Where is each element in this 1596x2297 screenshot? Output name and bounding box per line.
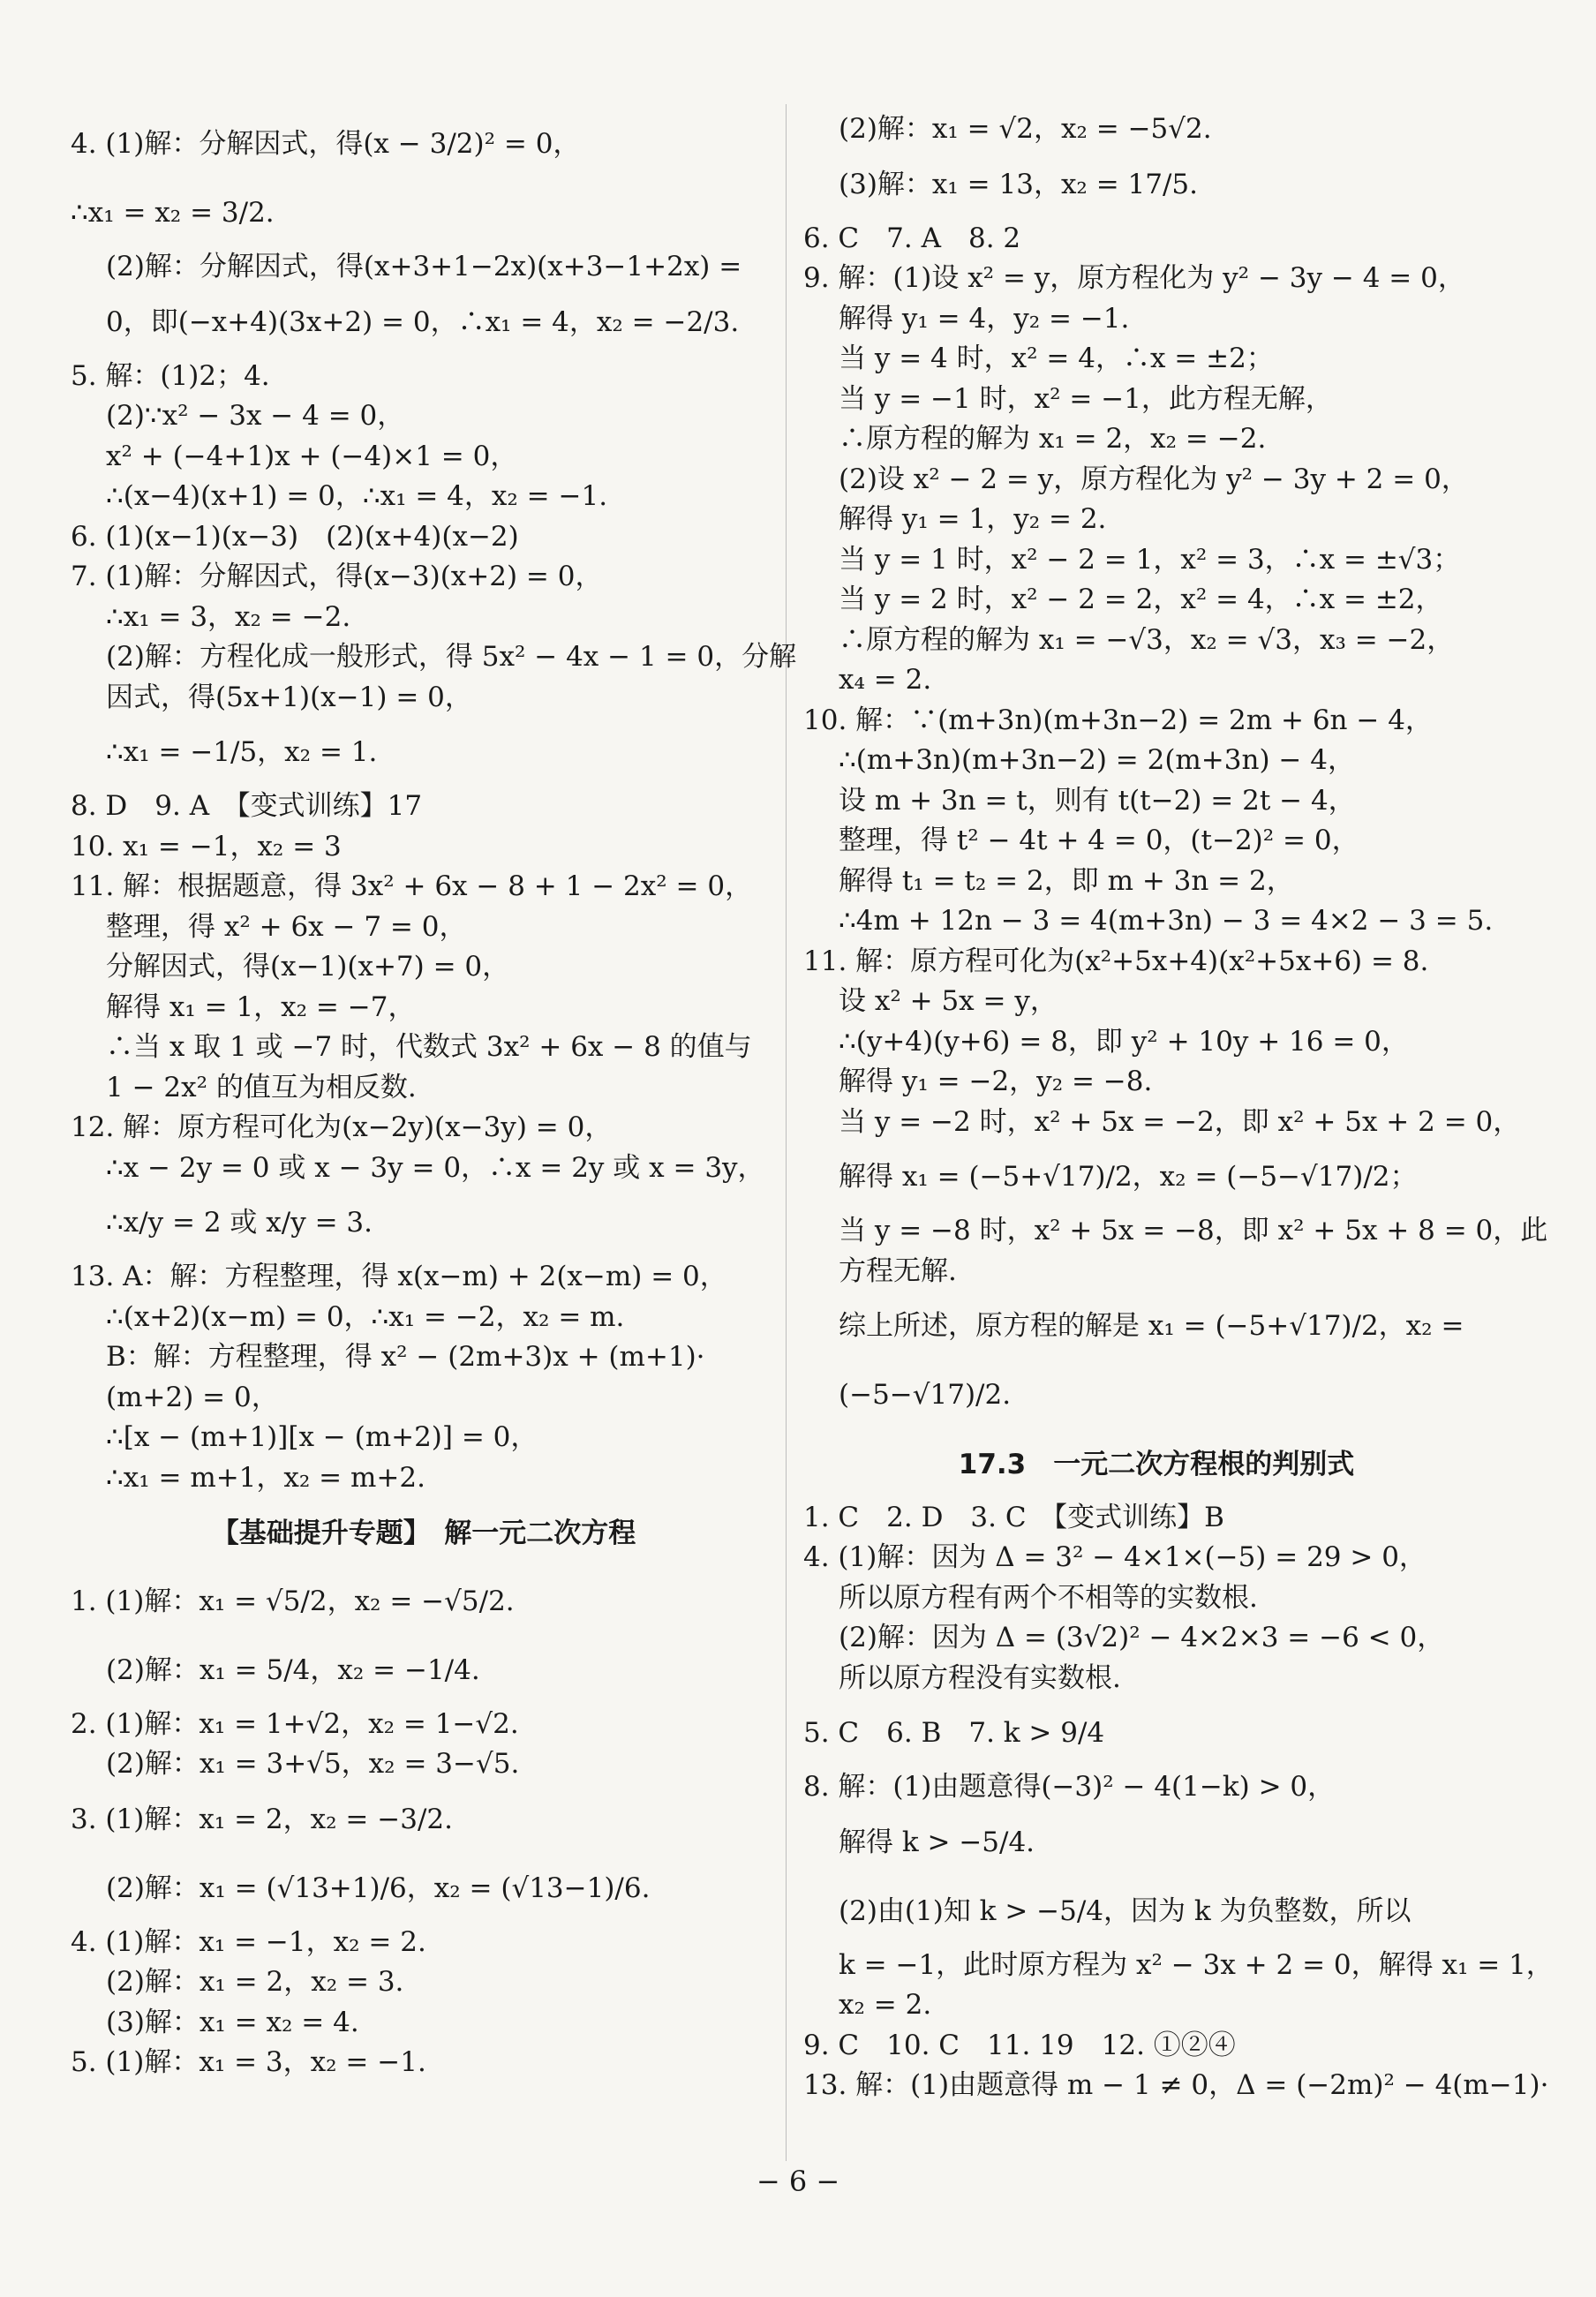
answer-line: 所以原方程没有实数根. [839,1661,1121,1694]
right-column [803,109,1554,2106]
answer-line: ∴x − 2y = 0 或 x − 3y = 0，∴x = 2y 或 x = 3y， [106,1151,765,1184]
answer-line: 10. x₁ = −1，x₂ = 3 [71,830,342,862]
answer-line: (m+2) = 0， [106,1381,279,1413]
answer-line: 6. C 7. A 8. 2 [803,222,1021,254]
answer-line: ∴(m+3n)(m+3n−2) = 2(m+3n) − 4， [839,744,1355,776]
answer-line: 解得 y₁ = 1，y₂ = 2. [839,503,1107,535]
answer-line: ∴(x−4)(x+1) = 0，∴x₁ = 4，x₂ = −1. [106,480,608,512]
answer-line: x₄ = 2. [839,664,932,696]
answer-line: 11. 解：原方程可化为(x²+5x+4)(x²+5x+6) = 8. [803,945,1429,977]
answer-line: 当 y = 1 时，x² − 2 = 1，x² = 3，∴x = ±√3； [839,543,1461,576]
section-title: 17.3 一元二次方程根的判别式 [958,1449,1355,1480]
answer-line: (2)解：x₁ = (√13+1)/6，x₂ = (√13−1)/6. [106,1871,651,1904]
answer-line: ∴当 x 取 1 或 −7 时，代数式 3x² + 6x − 8 的值与 [106,1031,752,1063]
answer-line: ∴x₁ = −1/5，x₂ = 1. [106,736,378,768]
answer-line: 2. (1)解：x₁ = 1+√2，x₂ = 1−√2. [71,1707,519,1740]
column-divider [786,104,787,2161]
answer-line: 整理，得 x² + 6x − 7 = 0， [106,910,467,943]
answer-line: 整理，得 t² − 4t + 4 = 0，(t−2)² = 0， [839,825,1359,856]
answer-line: ∴原方程的解为 x₁ = −√3，x₂ = √3，x₃ = −2， [839,623,1455,656]
answer-line: (2)解：x₁ = 5/4，x₂ = −1/4. [106,1653,480,1686]
answer-line: 所以原方程有两个不相等的实数根. [839,1581,1258,1614]
answer-line: x² + (−4+1)x + (−4)×1 = 0， [106,440,518,472]
page-number: − 6 − [756,2165,840,2198]
answer-line: ∴原方程的解为 x₁ = 2，x₂ = −2. [839,423,1267,455]
answer-line: 5. (1)解：x₁ = 3，x₂ = −1. [71,2046,426,2078]
answer-line: 1. (1)解：x₁ = √5/2，x₂ = −√5/2. [71,1585,515,1617]
answer-line: B：解：方程整理，得 x² − (2m+3)x + (m+1)· [106,1341,705,1373]
answer-line: ∴4m + 12n − 3 = 4(m+3n) − 3 = 4×2 − 3 = 5. [839,905,1494,937]
answer-line: 0，即(−x+4)(3x+2) = 0，∴x₁ = 4，x₂ = −2/3. [106,305,740,338]
section-title: 【基础提升专题】 解一元二次方程 [211,1518,636,1549]
answer-line: 解得 x₁ = 1，x₂ = −7， [106,990,416,1023]
answer-line: 4. (1)解：因为 Δ = 3² − 4×1×(−5) = 29 > 0， [803,1541,1427,1573]
answer-line: 解得 t₁ = t₂ = 2，即 m + 3n = 2， [839,864,1294,897]
answer-line: 4. (1)解：x₁ = −1，x₂ = 2. [71,1925,426,1958]
answer-line: (3)解：x₁ = x₂ = 4. [106,2006,359,2038]
answer-line: (2)解：因为 Δ = (3√2)² − 4×2×3 = −6 < 0， [839,1622,1445,1653]
answer-line: 8. 解：(1)由题意得(−3)² − 4(1−k) > 0， [803,1771,1336,1803]
answer-line: 设 m + 3n = t，则有 t(t−2) = 2t − 4， [839,784,1356,817]
answer-line: (3)解：x₁ = 13，x₂ = 17/5. [839,168,1199,200]
answer-line: 当 y = −1 时，x² = −1，此方程无解， [839,382,1333,415]
answer-line: 13. 解：(1)由题意得 m − 1 ≠ 0，Δ = (−2m)² − 4(m−1)· [803,2069,1549,2101]
answer-line: 10. 解：∵(m+3n)(m+3n−2) = 2m + 6n − 4， [803,704,1433,736]
answer-line: 方程无解. [839,1254,957,1287]
answer-line: 当 y = 2 时，x² − 2 = 2，x² = 4，∴x = ±2， [839,584,1443,615]
answer-line: 1. C 2. D 3. C 【变式训练】B [803,1501,1224,1533]
answer-line: 9. 解：(1)设 x² = y，原方程化为 y² − 3y − 4 = 0， [803,262,1465,294]
answer-line: 分解因式，得(x−1)(x+7) = 0， [106,951,510,983]
answer-line: ∴[x − (m+1)][x − (m+2)] = 0， [106,1421,538,1453]
answer-line: (2)由(1)知 k > −5/4，因为 k 为负整数，所以 [839,1894,1412,1927]
answer-line: 8. D 9. A 【变式训练】17 [71,790,423,822]
answer-line: (−5−√17)/2. [839,1379,1012,1411]
answer-line: 解得 x₁ = (−5+√17)/2，x₂ = (−5−√17)/2； [839,1161,1418,1193]
answer-line: 综上所述，原方程的解是 x₁ = (−5+√17)/2，x₂ = [839,1310,1464,1342]
answer-line: (2)解：方程化成一般形式，得 5x² − 4x − 1 = 0，分解 [106,641,797,673]
left-column [71,109,797,2083]
answer-line: 当 y = −2 时，x² + 5x = −2，即 x² + 5x + 2 = 0， [839,1105,1521,1138]
answer-line: 当 y = −8 时，x² + 5x = −8，即 x² + 5x + 8 = 0，此 [839,1215,1548,1246]
answer-line: 6. (1)(x−1)(x−3) (2)(x+4)(x−2) [71,520,519,553]
answer-line: 5. C 6. B 7. k > 9/4 [803,1717,1105,1749]
answer-line: (2)∵x² − 3x − 4 = 0， [106,400,405,432]
answer-line: (2)设 x² − 2 = y，原方程化为 y² − 3y + 2 = 0， [839,463,1469,495]
answer-line: 解得 k > −5/4. [839,1826,1035,1858]
answer-line: (2)解：分解因式，得(x+3+1−2x)(x+3−1+2x) = [106,251,742,282]
answer-line: 设 x² + 5x = y， [839,985,1058,1017]
answer-line: k = −1，此时原方程为 x² − 3x + 2 = 0，解得 x₁ = 1， [839,1948,1554,1981]
answer-line: 7. (1)解：分解因式，得(x−3)(x+2) = 0， [71,561,603,592]
answer-line: (2)解：x₁ = 3+√5，x₂ = 3−√5. [106,1748,520,1780]
answer-line: 13. A：解：方程整理，得 x(x−m) + 2(x−m) = 0， [71,1261,727,1292]
answer-line: 11. 解：根据题意，得 3x² + 6x − 8 + 1 − 2x² = 0， [71,870,753,902]
answer-line: ∴(x+2)(x−m) = 0，∴x₁ = −2，x₂ = m. [106,1300,625,1333]
answer-line: 3. (1)解：x₁ = 2，x₂ = −3/2. [71,1803,453,1835]
answer-line: 5. 解：(1)2；4. [71,359,270,392]
answer-line: 解得 y₁ = −2，y₂ = −8. [839,1066,1153,1097]
answer-line: 解得 y₁ = 4，y₂ = −1. [839,302,1130,335]
answer-line: ∴x₁ = x₂ = 3/2. [71,197,275,229]
answer-line: 9. C 10. C 11. 19 12. ①②④ [803,2029,1236,2061]
answer-line: 1 − 2x² 的值互为相反数. [106,1071,417,1103]
answer-line: (2)解：x₁ = √2，x₂ = −5√2. [839,113,1212,145]
answer-line: 因式，得(5x+1)(x−1) = 0， [106,681,472,713]
answer-line: x₂ = 2. [839,1989,932,2021]
answer-line: ∴x/y = 2 或 x/y = 3. [106,1207,373,1239]
answer-line: 4. (1)解：分解因式，得(x − 3/2)² = 0， [71,128,581,160]
answer-line: ∴x₁ = 3，x₂ = −2. [106,600,351,633]
answer-line: 当 y = 4 时，x² = 4，∴x = ±2； [839,343,1274,374]
answer-line: ∴(y+4)(y+6) = 8，即 y² + 10y + 16 = 0， [839,1025,1409,1058]
answer-line: (2)解：x₁ = 2，x₂ = 3. [106,1966,404,1998]
answer-line: ∴x₁ = m+1，x₂ = m+2. [106,1461,425,1494]
answer-line: 12. 解：原方程可化为(x−2y)(x−3y) = 0， [71,1111,613,1143]
